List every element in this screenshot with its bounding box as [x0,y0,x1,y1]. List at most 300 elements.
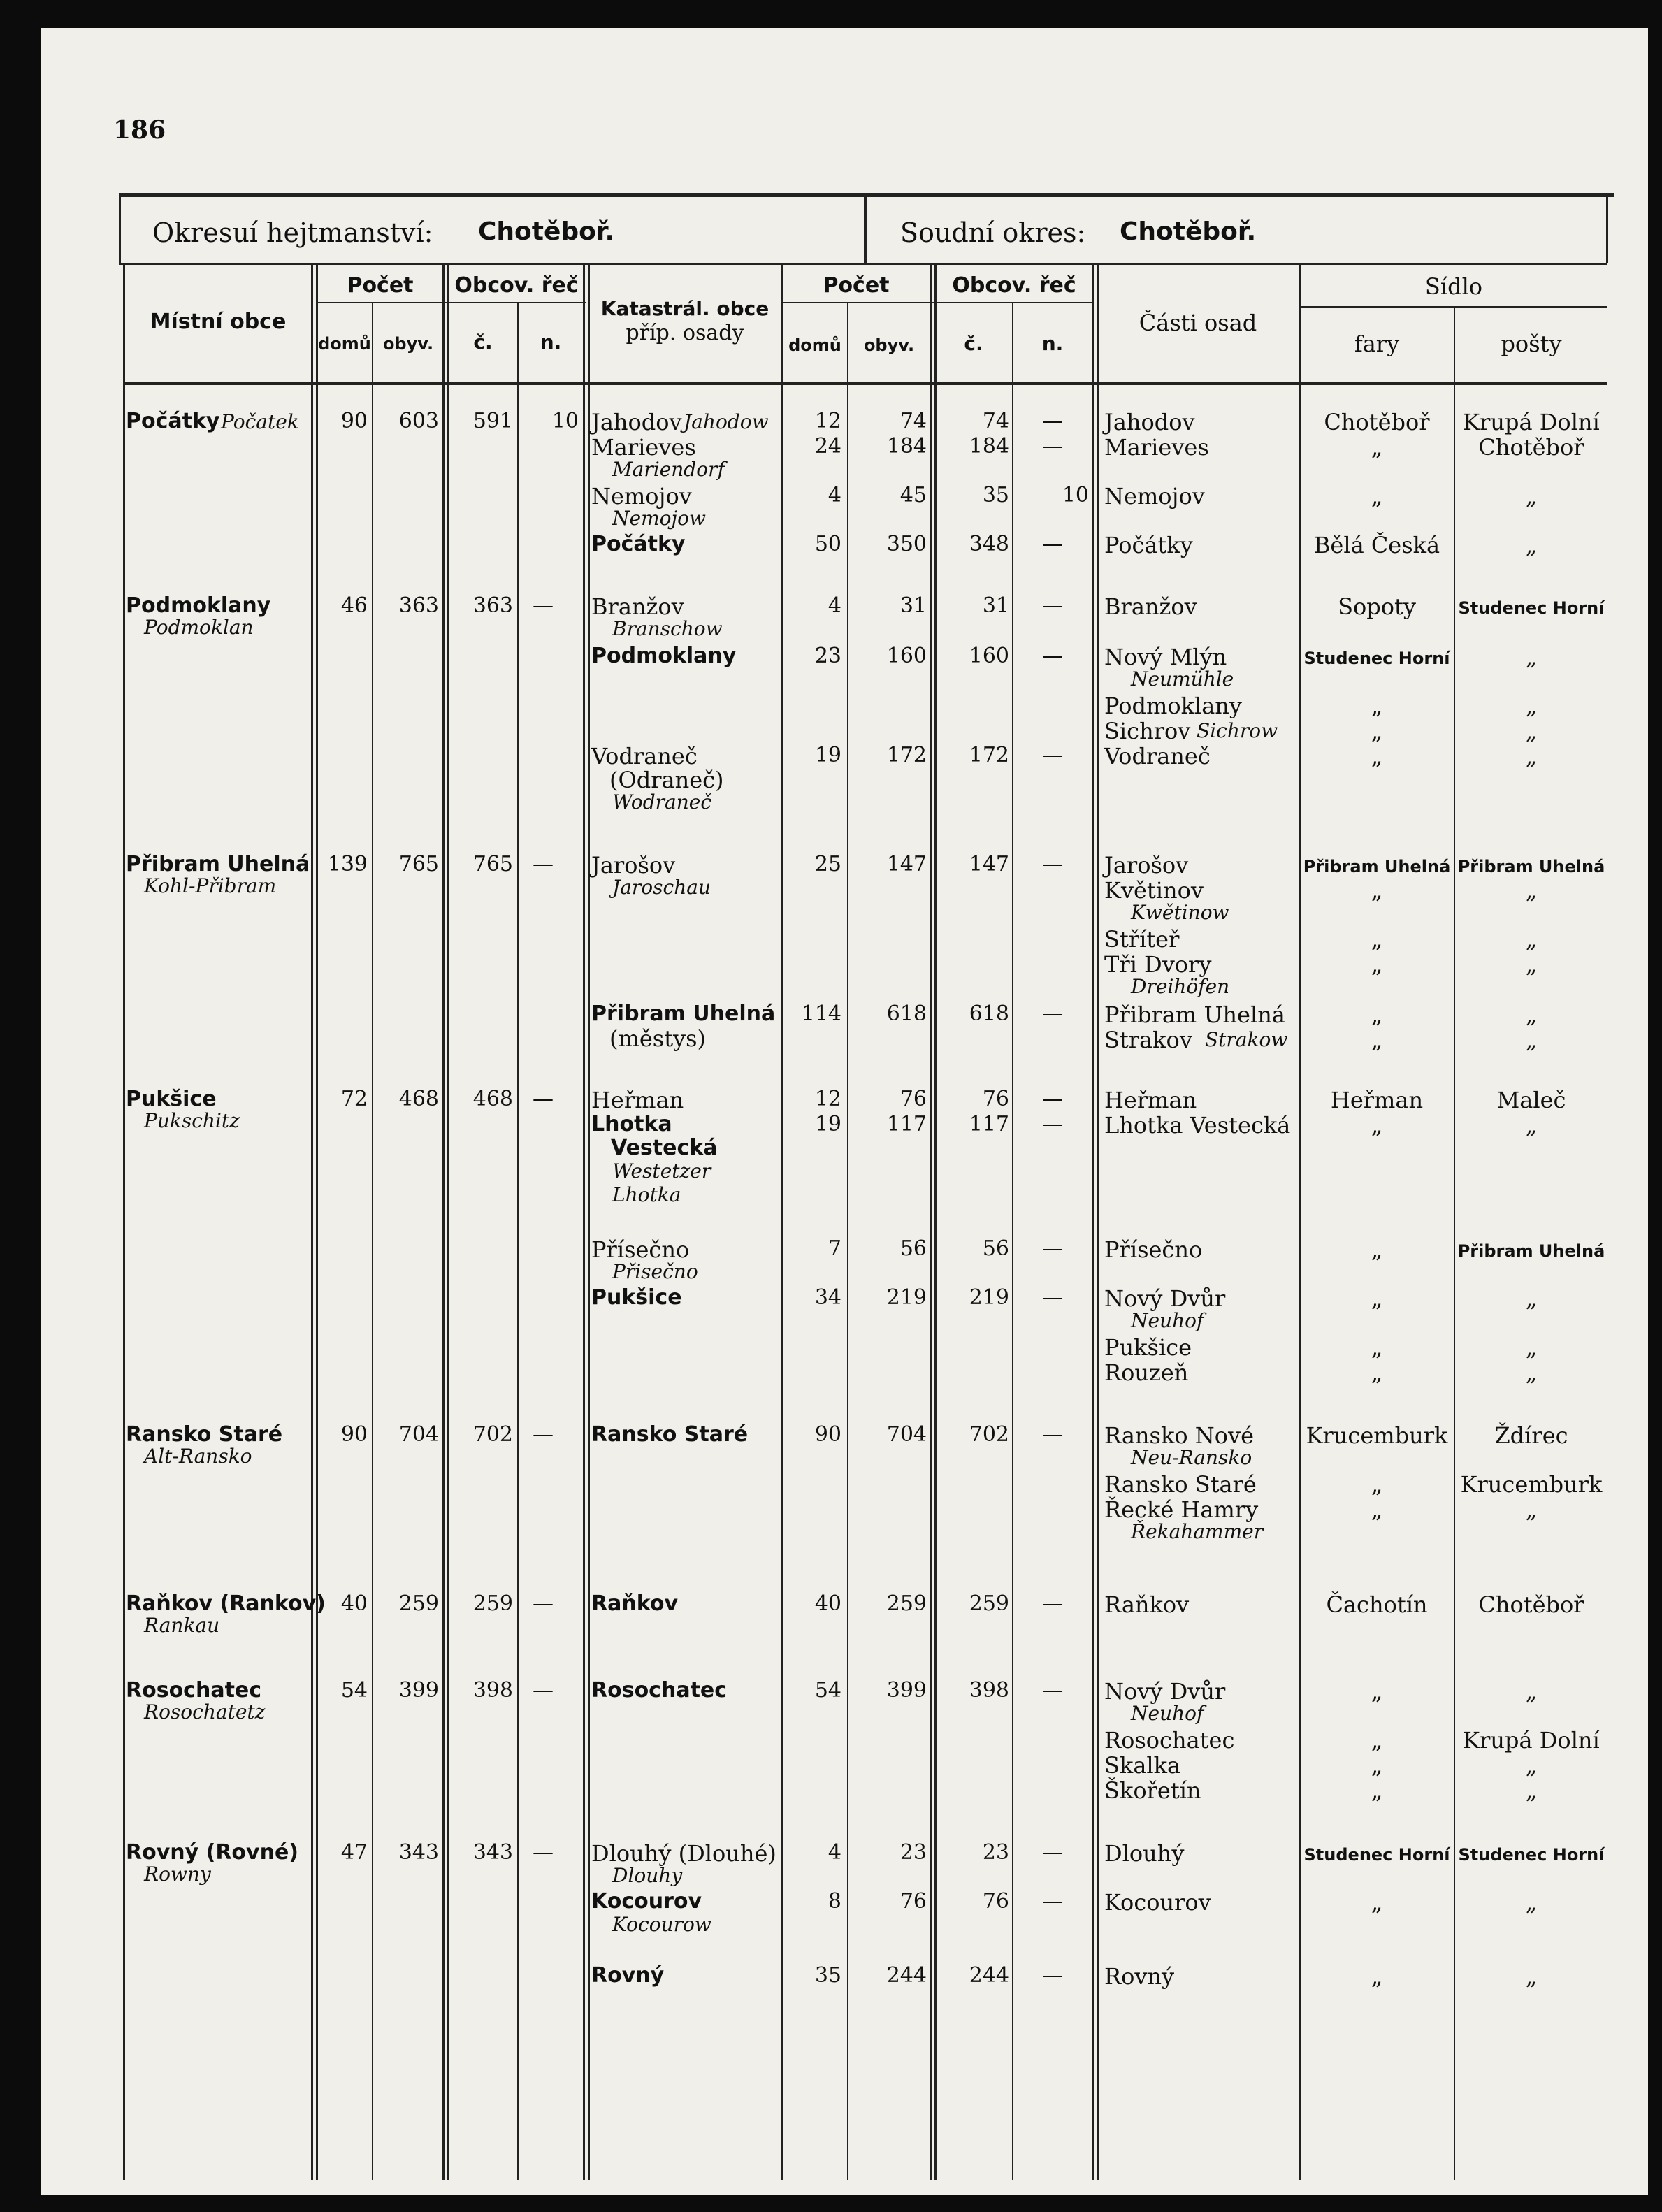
cadastral-obyv: 618 [886,1002,927,1026]
cadastral-domu: 4 [828,483,841,507]
municipality-n: — [533,1678,554,1703]
part-posta: „ [1525,1496,1538,1523]
part-posta: Studenec Horní [1458,1845,1605,1865]
cadastral-obyv: 76 [899,1889,927,1914]
cadastral-domu: 24 [814,434,841,458]
col-line-10 [1092,265,1094,2180]
cadastral-n: — [1042,434,1063,458]
cadastral-line-2: Dlouhy [612,1864,683,1887]
cadastral-domu: 12 [814,1087,841,1111]
header-mistni-obce: Místní obce [150,310,287,334]
part-fara: „ [1371,1236,1383,1263]
part-posta: „ [1525,693,1538,719]
cadastral-c: 147 [969,852,1009,876]
part-posta: „ [1525,718,1538,744]
municipality-domu: 54 [340,1678,368,1703]
cadastral-n: 10 [1062,483,1089,507]
part-name: Podmoklany [1104,693,1242,719]
cadastral-n: — [1042,1087,1063,1111]
part-fara: „ [1371,1027,1383,1053]
municipality-obyv: 343 [398,1840,439,1865]
header-sub-rule-1 [317,302,586,303]
part-posta: Přibram Uhelná [1457,1241,1605,1261]
part-name: Raňkov [1104,1591,1190,1618]
cadastral-c: 160 [969,644,1009,668]
part-name: Jarošov [1104,852,1189,879]
banner-divider [864,197,867,263]
cadastral-obyv: 259 [886,1591,927,1616]
part-fara: „ [1371,718,1383,744]
part-name: Branžov [1104,593,1197,620]
cadastral-line-2: (Odraneč) [609,767,724,793]
cadastral-domu: 54 [814,1678,841,1703]
cadastral-n: — [1042,1002,1063,1026]
cadastral-domu: 25 [814,852,841,876]
header-bottom-rule [123,382,1607,385]
municipality-alt-name: Kohl-Přibram [144,874,277,897]
part-alt-name: Dreihöfen [1131,975,1230,998]
cadastral-domu: 35 [814,1963,841,1988]
cadastral-name: Přísečno [591,1236,690,1263]
cadastral-n: — [1042,1840,1063,1865]
cadastral-c: 56 [982,1236,1009,1261]
cadastral-name: Lhotka [591,1112,672,1136]
header-c: č. [473,331,493,354]
part-alt-name: Řekahammer [1131,1520,1264,1543]
cadastral-obyv: 350 [886,532,927,556]
part-alt-name: Neuhof [1131,1702,1204,1725]
cadastral-domu: 4 [828,1840,841,1865]
cadastral-name: Přibram Uhelná [591,1002,776,1026]
cadastral-domu: 114 [801,1002,841,1026]
part-name: Rouzeň [1104,1359,1189,1386]
part-name: Tři Dvory [1104,951,1212,978]
district-value: Chotěboř. [478,217,615,246]
header-obyv: obyv. [382,334,434,354]
cadastral-name: Nemojov [591,483,692,509]
part-fara: „ [1371,483,1383,509]
cadastral-obyv: 74 [899,409,927,433]
part-posta: „ [1525,743,1538,769]
cadastral-domu: 12 [814,409,841,433]
municipality-c: 343 [472,1840,513,1865]
part-fara: „ [1371,1334,1383,1361]
part-name: Kocourov [1104,1889,1211,1916]
cadastral-c: 76 [982,1087,1009,1111]
col-line-0 [123,265,125,2180]
municipality-domu: 47 [340,1840,368,1865]
cadastral-domu: 19 [814,1112,841,1136]
part-name: Nový Dvůr [1104,1285,1226,1312]
municipality-c: 398 [472,1678,513,1703]
cadastral-name: Počátky [591,532,686,556]
part-posta: Krupá Dolní [1463,409,1600,435]
municipality-obyv: 765 [398,852,439,876]
part-posta: Krucemburk [1460,1471,1603,1498]
header-c-2: č. [964,332,983,355]
municipality-obyv: 603 [398,409,439,433]
cadastral-c: 31 [982,593,1009,618]
cadastral-obyv: 31 [899,593,927,618]
header-pocet-2: Počet [823,273,890,298]
cadastral-domu: 40 [814,1591,841,1616]
part-name: Vodraneč [1104,743,1211,769]
part-alt-name: Kwětinow [1131,901,1229,924]
part-posta: „ [1525,644,1538,670]
court-value: Chotěboř. [1120,217,1257,246]
cadastral-obyv: 56 [899,1236,927,1261]
municipality-alt-name: Alt-Ransko [144,1445,252,1468]
municipality-domu: 72 [340,1087,368,1111]
header-sub-rule-2 [783,302,1093,303]
header-katastr-2: příp. osady [626,321,744,345]
part-name: Nemojov [1104,483,1205,509]
municipality-obyv: 468 [398,1087,439,1111]
cadastral-c: 259 [969,1591,1009,1616]
cadastral-n: — [1042,1591,1063,1616]
municipality-c: 259 [472,1591,513,1616]
cadastral-line-3: Westetzer [612,1159,711,1183]
municipality-n: — [533,852,554,876]
col-line-5 [583,265,585,2180]
cadastral-n: — [1042,1236,1063,1261]
part-name: Ransko Nové [1104,1422,1255,1449]
col-line-8 [930,265,932,2180]
court-label: Soudní okres: [900,217,1086,248]
cadastral-name: Heřman [591,1087,684,1113]
municipality-name: Raňkov (Rankov) [126,1591,326,1616]
cadastral-name: Kocourov [591,1889,702,1914]
cadastral-line-3: Wodraneč [612,790,712,814]
part-name: Řecké Hamry [1104,1496,1259,1523]
municipality-n: — [533,593,554,618]
part-name: Přibram Uhelná [1104,1002,1285,1028]
cadastral-domu: 19 [814,743,841,767]
part-name: Stříteř [1104,926,1180,953]
part-name: Rovný [1104,1963,1175,1990]
cadastral-c: 219 [969,1285,1009,1310]
cadastral-obyv: 184 [886,434,927,458]
part-name: Marieves [1104,434,1209,461]
part-posta: „ [1525,877,1538,904]
part-fara: „ [1371,693,1383,719]
municipality-alt-name: Podmoklan [144,616,254,639]
header-obcov-rec-2: Obcov. řeč [952,273,1076,298]
municipality-domu: 90 [340,1422,368,1447]
cadastral-domu: 23 [814,644,841,668]
part-posta: „ [1525,532,1538,558]
cadastral-n: — [1042,743,1063,767]
part-alt-name: Neuhof [1131,1309,1204,1332]
part-fara: Sopoty [1338,593,1416,620]
municipality-alt-name: Počatek [221,410,299,433]
part-posta: Přibram Uhelná [1457,857,1605,876]
cadastral-c: 244 [969,1963,1009,1988]
municipality-name: Pukšice [126,1087,217,1111]
municipality-c: 468 [472,1087,513,1111]
cadastral-name: Raňkov [591,1591,679,1616]
cadastral-obyv: 76 [899,1087,927,1111]
part-posta: „ [1525,1027,1538,1053]
municipality-c: 363 [472,593,513,618]
municipality-name: Přibram Uhelná [126,852,310,876]
cadastral-name: Jarošov [591,852,676,879]
municipality-alt-name: Rankau [144,1614,220,1637]
municipality-c: 591 [472,409,513,433]
cadastral-domu: 4 [828,593,841,618]
cadastral-line-2: Kocourow [612,1913,711,1936]
municipality-name: Rosochatec [126,1678,262,1703]
municipality-domu: 40 [340,1591,368,1616]
cadastral-n: — [1042,1678,1063,1703]
part-posta: Chotěboř [1478,1591,1584,1618]
part-fara: Chotěboř [1324,409,1430,435]
municipality-name: Ransko Staré [126,1422,283,1447]
cadastral-c: 618 [969,1002,1009,1026]
part-name: Sichrov [1104,718,1191,744]
part-fara: „ [1371,434,1383,461]
header-casti-osad: Části osad [1139,310,1257,336]
cadastral-domu: 50 [814,532,841,556]
part-fara: „ [1371,951,1383,978]
cadastral-obyv: 117 [886,1112,927,1136]
cadastral-n: — [1042,1422,1063,1447]
col-line-12 [1454,306,1455,2180]
header-fary: fary [1354,331,1400,357]
part-fara: „ [1371,1678,1383,1705]
cadastral-domu: 90 [814,1422,841,1447]
part-name: Nový Dvůr [1104,1678,1226,1705]
part-fara: Bělá Česká [1313,532,1440,558]
part-alt-name: Strakow [1205,1028,1288,1051]
municipality-n: — [533,1422,554,1447]
part-fara: „ [1371,1471,1383,1498]
part-name: Skalka [1104,1752,1181,1779]
municipality-n: — [533,1591,554,1616]
part-alt-name: Neumühle [1131,667,1234,691]
part-fara: „ [1371,1285,1383,1312]
cadastral-name: Ransko Staré [591,1422,749,1447]
cadastral-c: 348 [969,532,1009,556]
cadastral-n: — [1042,1285,1063,1310]
cadastral-c: 172 [969,743,1009,767]
part-name: Škořetín [1104,1777,1201,1804]
part-posta: Krupá Dolní [1463,1727,1600,1754]
cadastral-line-2: (městys) [609,1025,707,1052]
header-sidlo: Sídlo [1424,273,1483,300]
cadastral-line-4: Lhotka [612,1183,681,1206]
municipality-domu: 139 [327,852,368,876]
part-posta: „ [1525,951,1538,978]
part-name: Dlouhý [1104,1840,1185,1867]
part-fara: „ [1371,1777,1383,1804]
cadastral-name: Marieves [591,434,696,461]
municipality-obyv: 399 [398,1678,439,1703]
header-domu: domů [318,334,371,354]
col-line-11 [1299,265,1301,2180]
part-name: Nový Mlýn [1104,644,1227,670]
cadastral-line-2: Přisečno [612,1260,698,1283]
part-name: Pukšice [1104,1334,1192,1361]
cadastral-n: — [1042,1112,1063,1136]
banner-right-border [1606,197,1608,263]
part-posta: „ [1525,926,1538,953]
cadastral-c: 74 [982,409,1009,433]
header-pocet: Počet [347,273,414,298]
cadastral-obyv: 147 [886,852,927,876]
part-fara: Čachotín [1326,1591,1428,1618]
cadastral-c: 117 [969,1112,1009,1136]
cadastral-alt-inline: Jahodow [684,410,769,433]
cadastral-name: Podmoklany [591,644,737,668]
part-alt-name: Sichrow [1197,719,1278,742]
cadastral-name: Rosochatec [591,1678,728,1703]
part-name: Počátky [1104,532,1193,558]
cadastral-name: Rovný [591,1963,665,1988]
municipality-alt-name: Pukschitz [144,1109,240,1132]
part-fara: Studenec Horní [1303,1845,1450,1865]
part-posta: „ [1525,1112,1538,1138]
header-obyv-2: obyv. [863,335,915,355]
cadastral-c: 398 [969,1678,1009,1703]
cadastral-line-2: Mariendorf [612,458,725,481]
cadastral-obyv: 704 [886,1422,927,1447]
part-name: Květinov [1104,877,1204,904]
cadastral-obyv: 45 [899,483,927,507]
part-posta: Ždírec [1494,1422,1568,1449]
col-line-4 [517,302,519,2180]
municipality-domu: 90 [340,409,368,433]
part-posta: „ [1525,1002,1538,1028]
part-posta: „ [1525,1752,1538,1779]
part-fara: „ [1371,1112,1383,1138]
part-fara: Heřman [1330,1087,1424,1113]
part-fara: Krucemburk [1306,1422,1448,1449]
cadastral-n: — [1042,593,1063,618]
part-posta: „ [1525,1359,1538,1386]
cadastral-n: — [1042,1963,1063,1988]
part-fara: Přibram Uhelná [1303,857,1451,876]
part-posta: „ [1525,1334,1538,1361]
municipality-n: 10 [551,409,579,433]
col-line-3b [447,265,449,2180]
cadastral-n: — [1042,532,1063,556]
cadastral-obyv: 399 [886,1678,927,1703]
cadastral-domu: 8 [828,1889,841,1914]
part-name: Heřman [1104,1087,1197,1113]
cadastral-n: — [1042,644,1063,668]
cadastral-n: — [1042,852,1063,876]
part-posta: „ [1525,1777,1538,1804]
header-obcov-rec: Obcov. řeč [454,273,579,298]
banner-bottom-rule [119,263,1607,265]
col-line-5b [588,265,590,2180]
municipality-n: — [533,1840,554,1865]
cadastral-n: — [1042,1889,1063,1914]
cadastral-obyv: 244 [886,1963,927,1988]
municipality-alt-name: Rosochatetz [144,1700,266,1723]
cadastral-line-2: Nemojow [612,507,706,530]
part-name: Přísečno [1104,1236,1203,1263]
part-name: Ransko Staré [1104,1471,1257,1498]
cadastral-line-2: Branschow [612,617,723,640]
part-posta: Studenec Horní [1458,598,1605,618]
cadastral-obyv: 23 [899,1840,927,1865]
col-line-1 [311,265,313,2180]
cadastral-n: — [1042,409,1063,433]
part-fara: „ [1371,1889,1383,1916]
part-posta: Maleč [1496,1087,1566,1113]
col-line-2 [372,302,373,2180]
cadastral-domu: 7 [828,1236,841,1261]
part-fara: „ [1371,1359,1383,1386]
municipality-obyv: 704 [398,1422,439,1447]
cadastral-obyv: 160 [886,644,927,668]
part-posta: „ [1525,1963,1538,1990]
header-n-2: n. [1041,332,1064,355]
cadastral-obyv: 219 [886,1285,927,1310]
municipality-n: — [533,1087,554,1111]
cadastral-name: Dlouhý (Dlouhé) [591,1840,776,1867]
cadastral-c: 76 [982,1889,1009,1914]
part-fara: „ [1371,1727,1383,1754]
col-line-1b [316,265,318,2180]
cadastral-name: Pukšice [591,1285,682,1310]
cadastral-name: Jahodov [591,409,682,435]
col-line-3 [442,265,445,2180]
cadastral-line-2: Vestecká [611,1136,718,1160]
header-katastr-1: Katastrál. obce [600,297,769,320]
district-label: Okresuí hejtmanství: [152,217,433,248]
cadastral-name: Vodraneč [591,743,698,769]
cadastral-c: 23 [982,1840,1009,1865]
municipality-obyv: 259 [398,1591,439,1616]
page-number: 186 [113,115,166,145]
part-posta: „ [1525,483,1538,509]
municipality-name: Počátky [126,409,220,433]
municipality-name: Rovný (Rovné) [126,1840,299,1865]
part-name: Rosochatec [1104,1727,1235,1754]
part-posta: „ [1525,1889,1538,1916]
part-name: Strakov [1104,1027,1192,1053]
cadastral-c: 35 [982,483,1009,507]
municipality-domu: 46 [340,593,368,618]
header-n: n. [540,331,562,354]
part-posta: „ [1525,1285,1538,1312]
part-posta: „ [1525,1678,1538,1705]
municipality-obyv: 363 [398,593,439,618]
header-posty: pošty [1501,331,1562,357]
part-fara: „ [1371,1002,1383,1028]
cadastral-c: 184 [969,434,1009,458]
part-fara: „ [1371,1752,1383,1779]
header-domu-2: domů [788,335,841,355]
part-fara: „ [1371,926,1383,953]
cadastral-name: Branžov [591,593,684,620]
municipality-c: 765 [472,852,513,876]
part-name: Lhotka Vestecká [1104,1112,1291,1138]
municipality-alt-name: Rowny [144,1863,211,1886]
part-alt-name: Neu-Ransko [1131,1446,1252,1469]
cadastral-line-2: Jaroschau [612,876,711,899]
col-line-10b [1097,265,1099,2180]
cadastral-domu: 34 [814,1285,841,1310]
part-fara: Studenec Horní [1303,649,1450,668]
part-name: Jahodov [1104,409,1195,435]
part-fara: „ [1371,1963,1383,1990]
municipality-c: 702 [472,1422,513,1447]
cadastral-c: 702 [969,1422,1009,1447]
